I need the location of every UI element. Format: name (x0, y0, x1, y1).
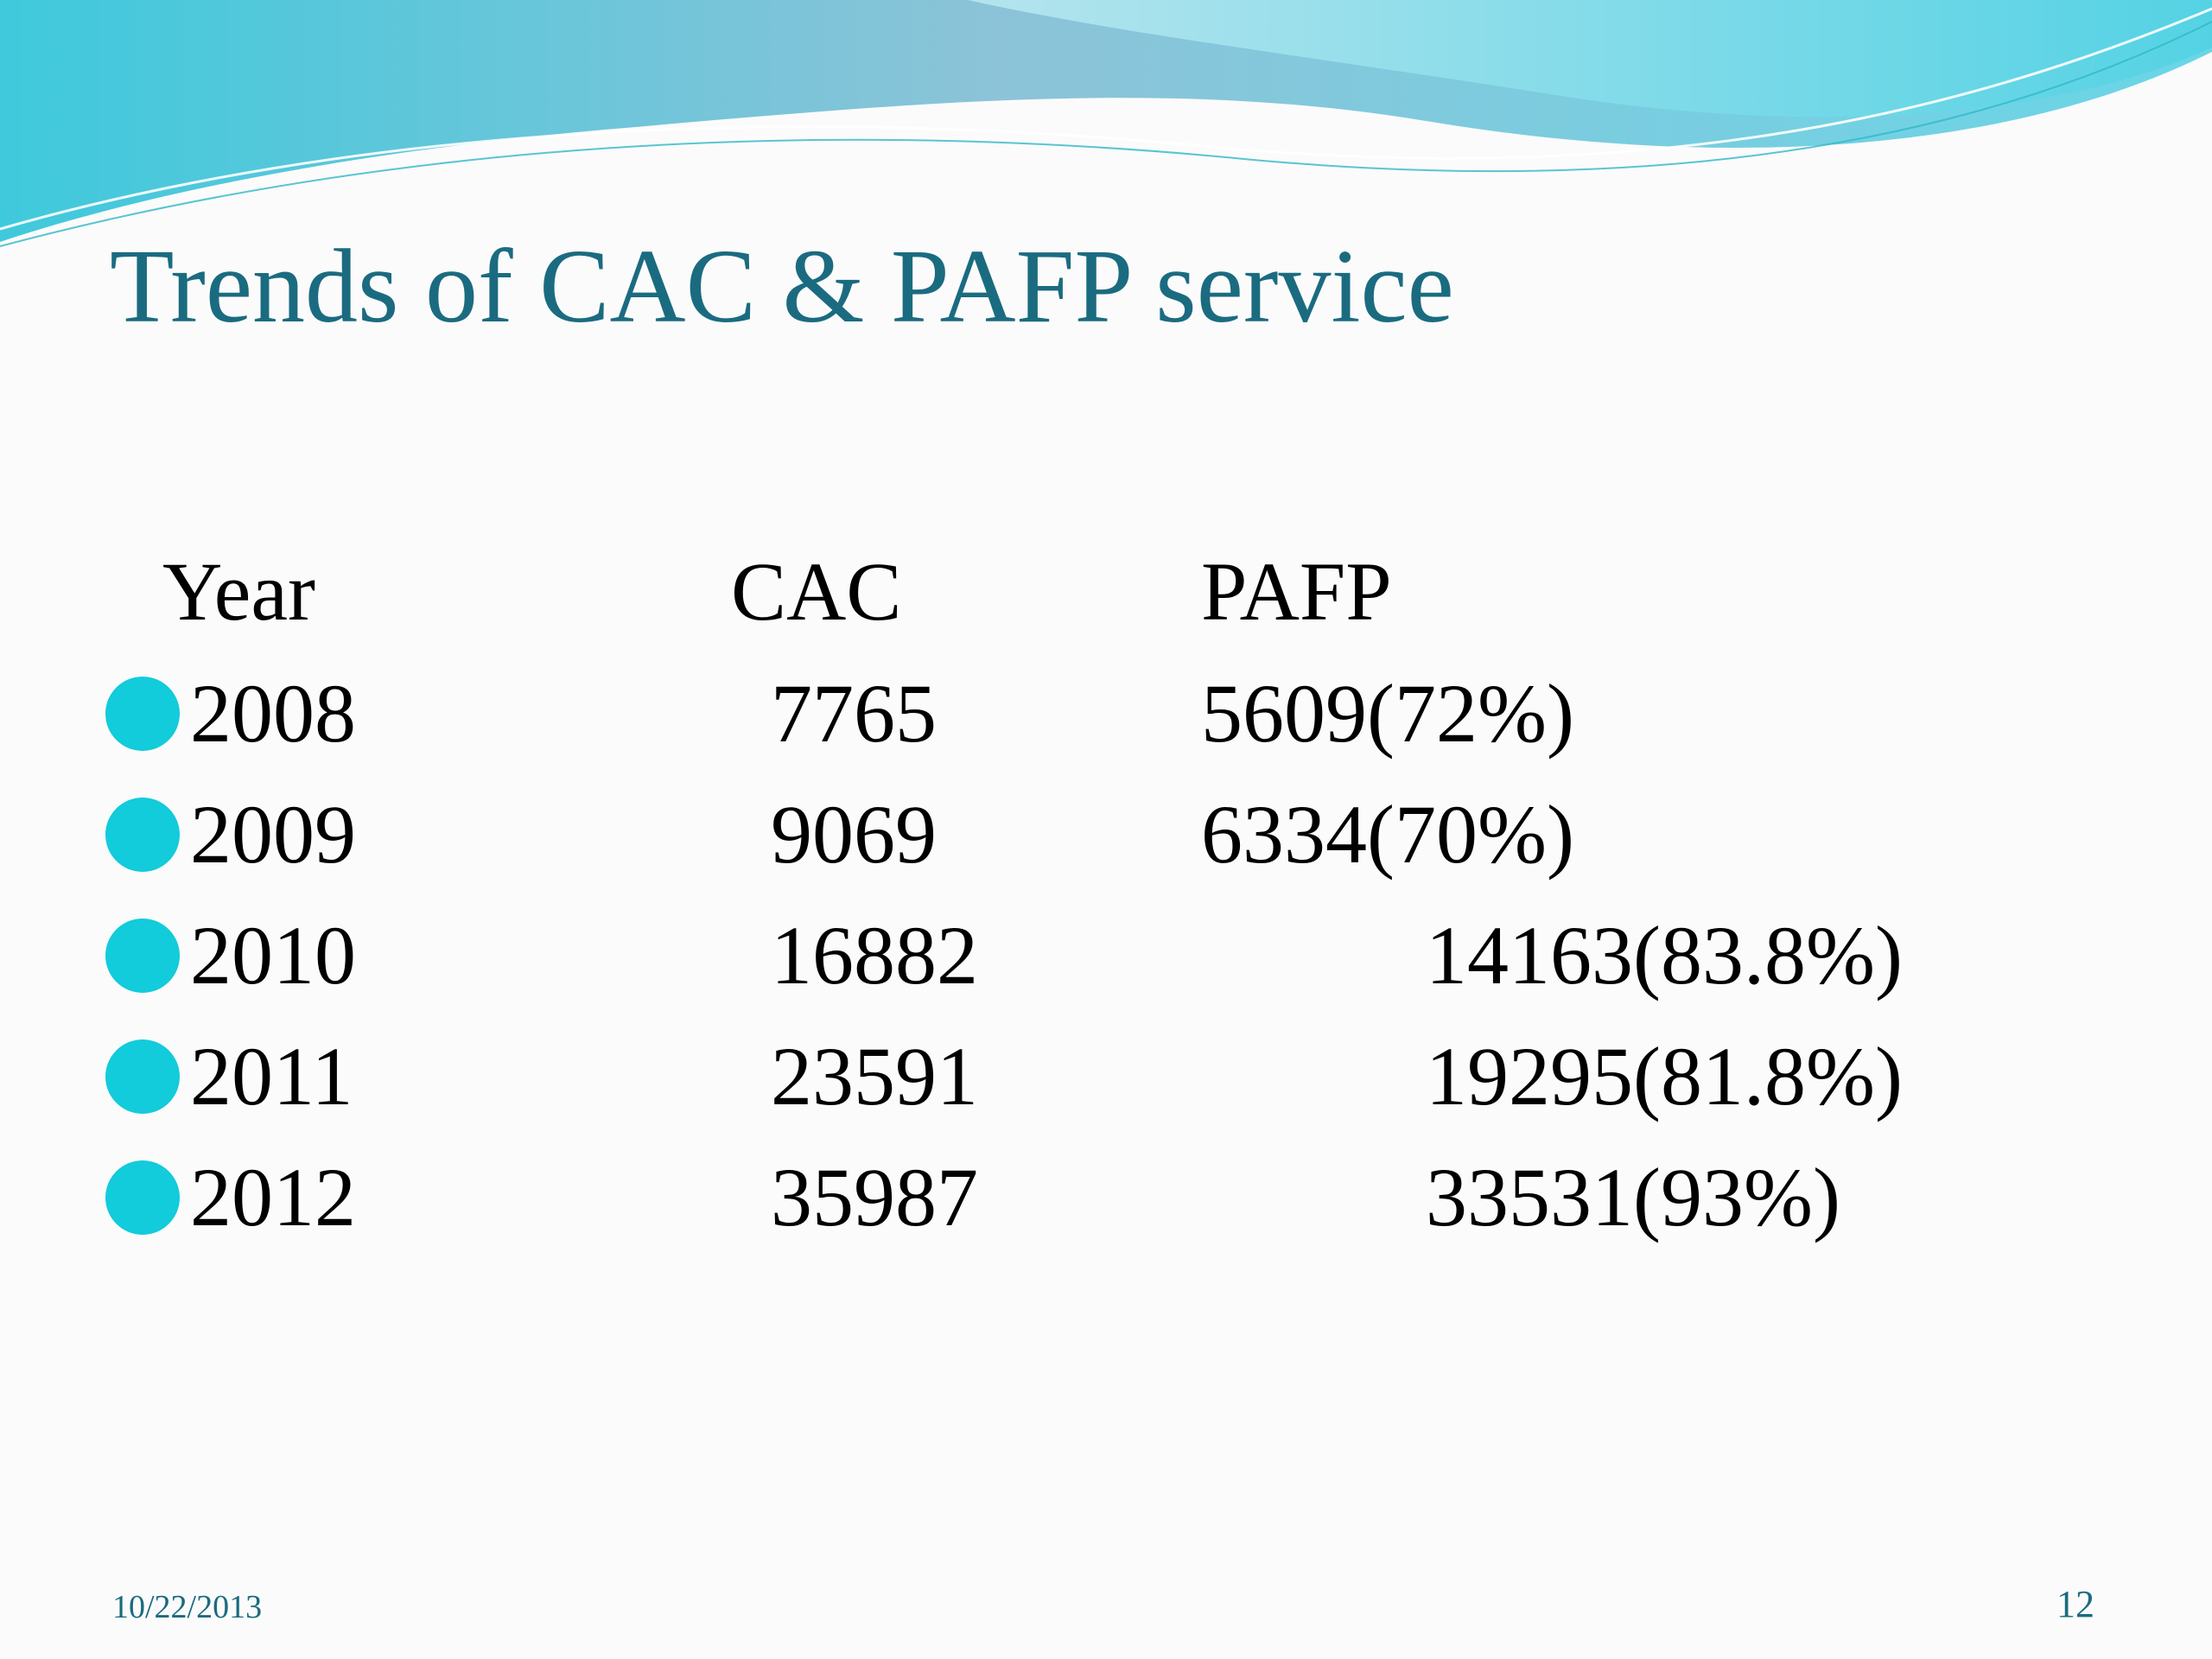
bullet-icon (105, 677, 180, 751)
year-cell: 2012 (190, 1151, 356, 1243)
year-cell: 2011 (190, 1030, 353, 1122)
cac-cell: 35987 (771, 1151, 978, 1243)
pafp-cell: 14163(83.8%) (1426, 909, 1903, 1001)
cac-cell: 9069 (771, 788, 937, 880)
header-wave-decoration (0, 0, 2212, 259)
cac-cell: 23591 (771, 1030, 978, 1122)
bullet-icon (105, 1039, 180, 1114)
bullet-icon (105, 1160, 180, 1235)
cac-cell: 7765 (771, 667, 937, 760)
pafp-cell: 6334(70%) (1201, 788, 1574, 880)
header-year: Year (162, 545, 315, 638)
year-cell: 2010 (190, 909, 356, 1001)
slide-number: 12 (2056, 1583, 2094, 1625)
bullet-icon (105, 798, 180, 872)
pafp-cell: 19295(81.8%) (1426, 1030, 1903, 1122)
pafp-cell: 5609(72%) (1201, 667, 1574, 760)
year-cell: 2009 (190, 788, 356, 880)
pafp-cell: 33531(93%) (1426, 1151, 1840, 1243)
slide-title: Trends of CAC & PAFP service (110, 228, 1454, 345)
header-cac: CAC (731, 545, 902, 638)
footer-date: 10/22/2013 (112, 1589, 263, 1625)
year-cell: 2008 (190, 667, 356, 760)
bullet-icon (105, 918, 180, 993)
header-pafp: PAFP (1201, 545, 1392, 638)
cac-cell: 16882 (771, 909, 978, 1001)
